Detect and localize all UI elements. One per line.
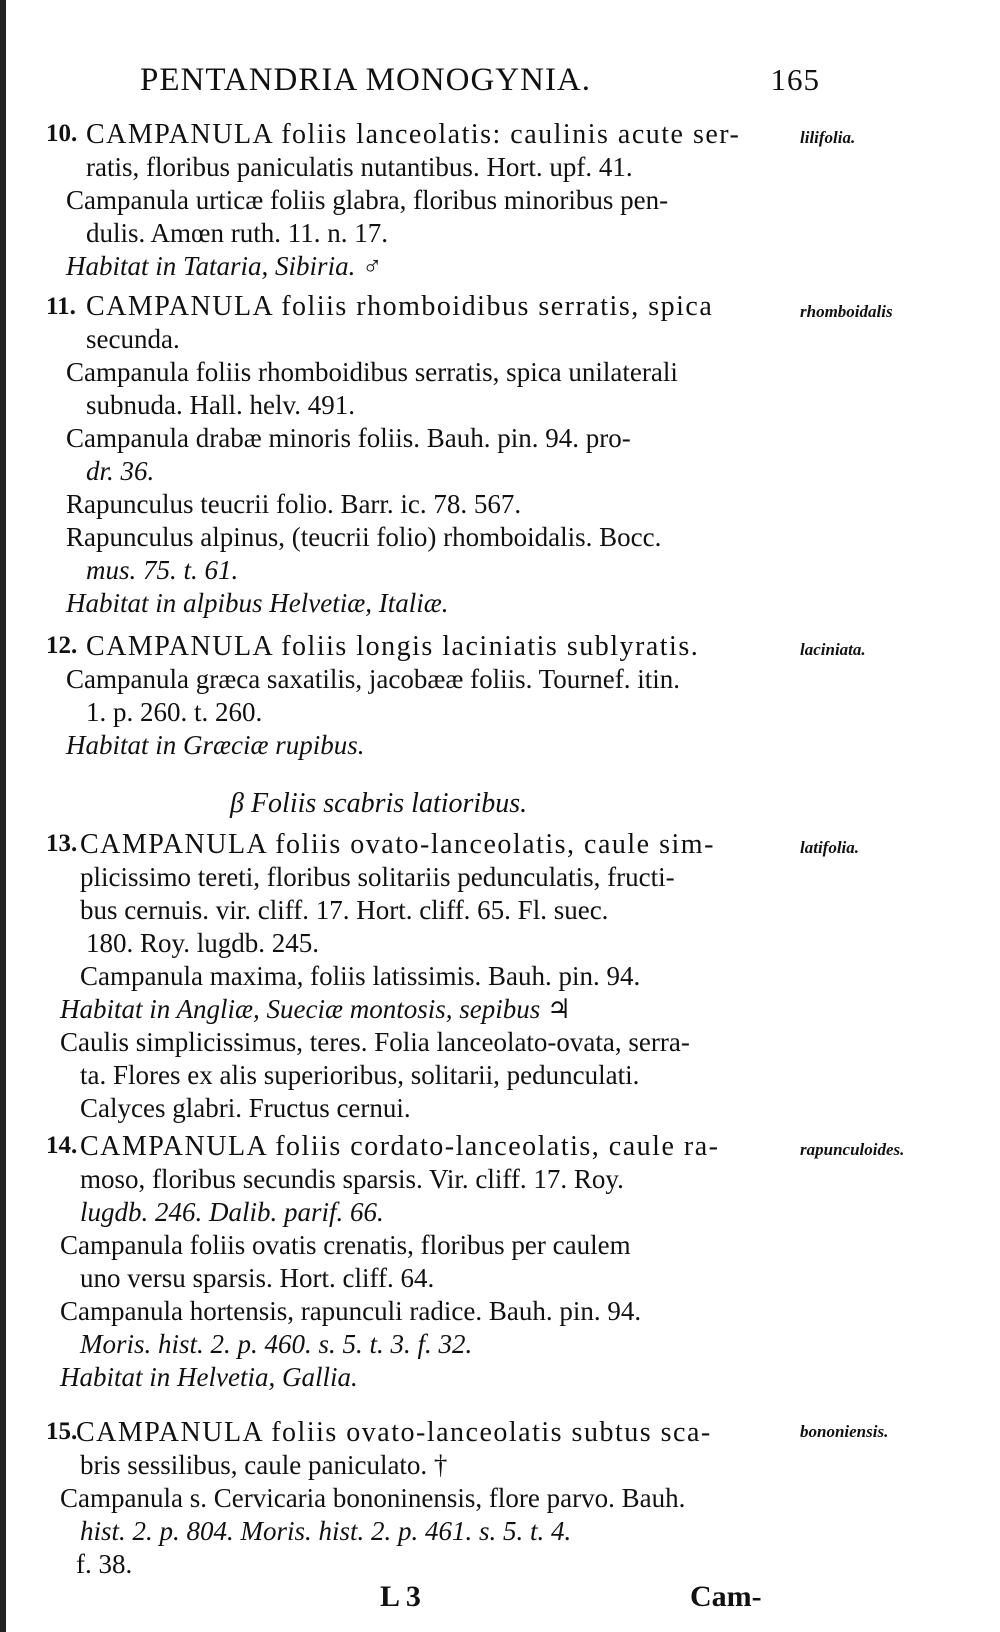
description-line: Calyces glabri. Fructus cernui. (80, 1093, 411, 1123)
description-line: Caulis simplicissimus, teres. Folia lanceolato-ovata, serra- (60, 1027, 690, 1057)
diagnosis-line: plicissimo tereti, floribus solitariis pedunculatis, fructi- (80, 862, 675, 892)
synonym-line: f. 38. (76, 1549, 133, 1579)
page-edge-shadow (0, 0, 6, 1632)
synonym-line: mus. 75. t. 61. (86, 555, 239, 585)
diagnosis-line: bris sessilibus, caule paniculato. † (80, 1450, 448, 1480)
synonym-line: hist. 2. p. 804. Moris. hist. 2. p. 461. s. 5. t. 4. (80, 1516, 572, 1546)
synonym-line: subnuda. Hall. helv. 491. (86, 390, 355, 420)
entry-number: 13. (46, 830, 78, 857)
synonym-line: Campanula drabæ minoris foliis. Bauh. pin. 94. pro- (66, 423, 631, 453)
diagnosis-line: 180. Roy. lugdb. 245. (86, 928, 320, 958)
synonym-line: uno versu sparsis. Hort. cliff. 64. (80, 1263, 435, 1293)
page-number: 165 (770, 62, 820, 97)
diagnosis-line: bus cernuis. vir. cliff. 17. Hort. cliff. 65. Fl. suec. (80, 895, 609, 925)
diagnosis-line: CAMPANULA foliis ovato-lanceolatis subtus sca- (76, 1417, 712, 1448)
section-heading: β Foliis scabris latioribus. (230, 788, 528, 819)
margin-species-name: lilifolia. (800, 128, 856, 147)
entry-number: 10. (46, 120, 78, 147)
habitat-line: Habitat in Tataria, Sibiria. ♂ (66, 251, 383, 281)
habitat-line: Habitat in alpibus Helvetiæ, Italiæ. (66, 588, 449, 618)
margin-species-name: rapunculoides. (800, 1140, 905, 1159)
synonym-line: Campanula s. Cervicaria bononinensis, flore parvo. Bauh. (60, 1483, 686, 1513)
entry-number: 15. (46, 1418, 78, 1445)
habitat-line: Habitat in Græciæ rupibus. (66, 730, 365, 760)
habitat-line: Habitat in Helvetia, Gallia. (60, 1362, 358, 1392)
synonym-line: Campanula foliis rhomboidibus serratis, spica unilaterali (66, 357, 678, 387)
diagnosis-line: lugdb. 246. Dalib. parif. 66. (80, 1197, 384, 1227)
margin-species-name: laciniata. (800, 640, 866, 659)
synonym-line: Campanula græca saxatilis, jacobææ foliis. Tournef. itin. (66, 664, 680, 694)
margin-species-name: rhomboidalis (800, 302, 893, 321)
margin-species-name: latifolia. (800, 838, 860, 857)
diagnosis-line: CAMPANULA foliis lanceolatis: caulinis acute ser- (86, 119, 741, 150)
entry-number: 11. (46, 293, 76, 320)
entry-number: 14. (46, 1132, 78, 1159)
diagnosis-line: ratis, floribus paniculatis nutantibus. Hort. upf. 41. (86, 152, 633, 182)
margin-species-name: bononiensis. (800, 1422, 889, 1441)
diagnosis-line: secunda. (86, 324, 180, 354)
description-line: ta. Flores ex alis superioribus, solitarii, pedunculati. (80, 1060, 640, 1090)
diagnosis-line: CAMPANULA foliis ovato-lanceolatis, caule sim- (80, 829, 715, 860)
running-head-title: PENTANDRIA MONOGYNIA. (140, 62, 592, 98)
synonym-line: Campanula foliis ovatis crenatis, floribus per caulem (60, 1230, 631, 1260)
synonym-line: Campanula hortensis, rapunculi radice. Bauh. pin. 94. (60, 1296, 642, 1326)
diagnosis-line: CAMPANULA foliis longis laciniatis sublyratis. (86, 631, 700, 662)
catchword: Cam- (690, 1580, 762, 1613)
synonym-line: Campanula maxima, foliis latissimis. Bauh. pin. 94. (80, 961, 641, 991)
synonym-line: dr. 36. (86, 456, 155, 486)
synonym-line: 1. p. 260. t. 260. (86, 697, 263, 727)
signature-mark: L 3 (380, 1580, 421, 1613)
synonym-line: Rapunculus teucrii folio. Barr. ic. 78. 567. (66, 489, 522, 519)
synonym-line: Rapunculus alpinus, (teucrii folio) rhomboidalis. Bocc. (66, 522, 662, 552)
synonym-line: Campanula urticæ foliis glabra, floribus minoribus pen- (66, 185, 669, 215)
synonym-line: Moris. hist. 2. p. 460. s. 5. t. 3. f. 32. (80, 1329, 473, 1359)
diagnosis-line: moso, floribus secundis sparsis. Vir. cliff. 17. Roy. (80, 1164, 624, 1194)
diagnosis-line: CAMPANULA foliis rhomboidibus serratis, spica (86, 291, 714, 322)
habitat-line: Habitat in Angliæ, Sueciæ montosis, sepibus ♃ (60, 994, 572, 1024)
entry-number: 12. (46, 632, 78, 659)
running-head (140, 62, 820, 99)
synonym-line: dulis. Amœn ruth. 11. n. 17. (86, 218, 389, 248)
diagnosis-line: CAMPANULA foliis cordato-lanceolatis, caule ra- (80, 1131, 720, 1162)
